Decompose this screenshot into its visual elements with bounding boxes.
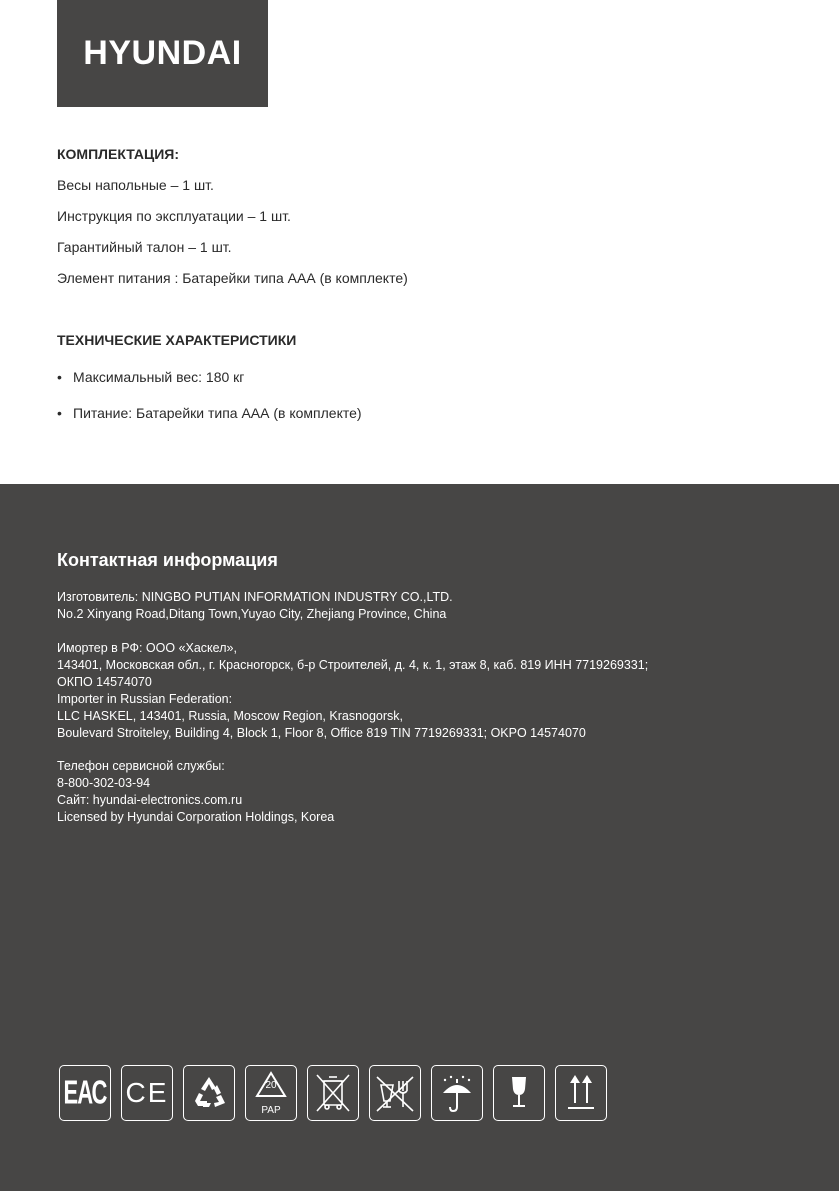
website: Сайт: hyundai-electronics.com.ru	[57, 793, 243, 807]
service-phone: 8-800-302-03-94	[57, 776, 151, 790]
package-heading-text: КОМПЛЕКТАЦИЯ:	[57, 146, 180, 162]
pap-number: 20	[265, 1080, 277, 1091]
importer-en-line: Importer in Russian Federation:	[57, 692, 233, 706]
package-heading	[57, 146, 179, 162]
importer-en-address: LLC HASKEL, 143401, Russia, Moscow Region, Krasnogorsk,	[57, 709, 404, 723]
specs-heading-text: ТЕХНИЧЕСКИЕ ХАРАКТЕРИСТИКИ	[57, 332, 297, 348]
manufacturer-line: Изготовитель: NINGBO PUTIAN INFORMATION INDUSTRY CO.,LTD.	[57, 590, 453, 604]
crossed-bin-icon	[307, 1065, 359, 1121]
pap-label: PAP	[261, 1105, 281, 1116]
ce-mark-text: CE	[125, 1077, 169, 1108]
importer-line: Имортер в РФ: ООО «Хаскел»,	[57, 641, 237, 655]
package-item: Гарантийный талон – 1 шт.	[57, 239, 232, 255]
importer-okpo: ОКПО 14574070	[57, 675, 152, 689]
keep-dry-umbrella-icon	[431, 1065, 483, 1121]
marks-row	[59, 1065, 607, 1121]
brand-logo	[57, 0, 268, 107]
package-item: Инструкция по эксплуатации – 1 шт.	[57, 208, 291, 224]
license-line: Licensed by Hyundai Corporation Holdings, Korea	[57, 810, 335, 824]
contact-footer	[0, 484, 839, 1191]
service-phone-label: Телефон сервисной службы:	[57, 759, 225, 773]
pap-recycle-icon	[245, 1065, 297, 1121]
manufacturer-address: No.2 Xinyang Road,Ditang Town,Yuyao City, Zhejiang Province, China	[57, 607, 447, 621]
importer-address: 143401, Московская обл., г. Красногорск, б-р Строителей, д. 4, к. 1, этаж 8, каб. 819 ИНН 7719269331;	[57, 658, 649, 672]
eac-mark-icon	[59, 1065, 111, 1121]
fragile-glass-icon	[493, 1065, 545, 1121]
no-food-icon	[369, 1065, 421, 1121]
eac-mark-text: ЕАС	[63, 1073, 107, 1111]
package-item: Элемент питания : Батарейки типа ААА (в комплекте)	[57, 270, 408, 286]
recycle-icon	[183, 1065, 235, 1121]
this-way-up-icon	[555, 1065, 607, 1121]
spec-item: • Максимальный вес: 180 кг	[57, 369, 244, 385]
spec-item: • Питание: Батарейки типа ААА (в комплекте)	[57, 405, 362, 421]
package-item: Весы напольные – 1 шт.	[57, 177, 214, 193]
specs-heading	[57, 332, 296, 348]
brand-logo-text: HYUNDAI	[83, 34, 242, 72]
contact-title: Контактная информация	[57, 550, 278, 570]
ce-mark-icon	[121, 1065, 173, 1121]
importer-en-address-2: Boulevard Stroiteley, Building 4, Block 1, Floor 8, Office 819 TIN 7719269331; OKPO 14574070	[57, 726, 586, 740]
